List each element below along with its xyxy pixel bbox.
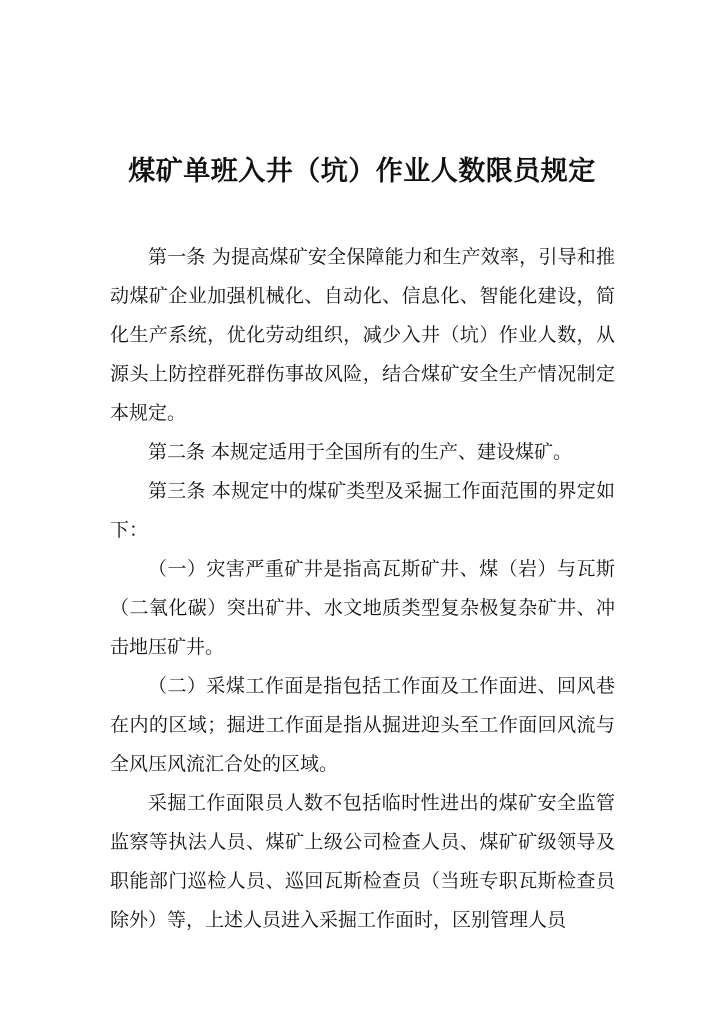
paragraph-article-1: 第一条 为提高煤矿安全保障能力和生产效率，引导和推动煤矿企业加强机械化、自动化、信息化、智能化建设，简化生产系统，优化劳动组织，减少入井（坑）作业人数，从源头上防控群死群伤事故风险，结合煤矿安全生产情况制定本规定。 [110,246,615,424]
paragraph-article-3: 第三条 本规定中的煤矿类型及采掘工作面范围的界定如下： [110,480,615,541]
document-body [110,238,615,940]
paragraph-item-1: （一）灾害严重矿井是指高瓦斯矿井、煤（岩）与瓦斯（二氧化碳）突出矿井、水文地质类型复杂极复杂矿井、冲击地压矿井。 [110,558,615,658]
document-title: 煤矿单班入井（坑）作业人数限员规定 [128,156,596,187]
paragraph-staff-exclusion: 采掘工作面限员人数不包括临时性进出的煤矿安全监管监察等执法人员、煤矿上级公司检查人员、煤矿矿级领导及职能部门巡检人员、巡回瓦斯检查员（当班专职瓦斯检查员除外）等，上述人员进入采掘工作面时，区别管理人员 [110,792,615,931]
paragraph-article-2: 第二条 本规定适用于全国所有的生产、建设煤矿。 [148,441,573,463]
paragraph-item-2: （二）采煤工作面是指包括工作面及工作面进、回风巷在内的区域；掘进工作面是指从掘进迎头至工作面回风流与全风压风流汇合处的区域。 [110,675,615,775]
